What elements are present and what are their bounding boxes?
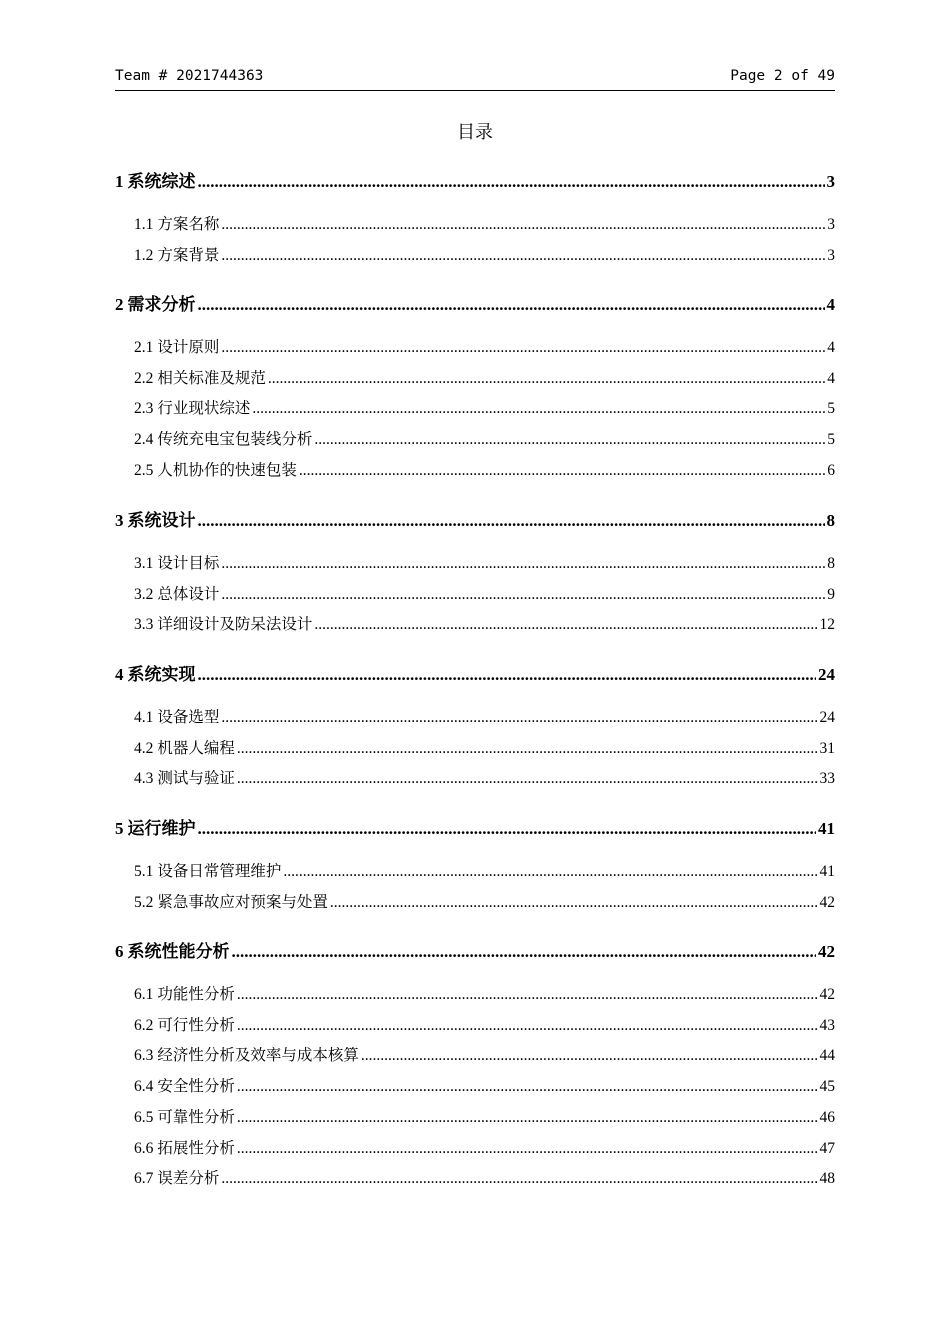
section-number: 4.1 bbox=[134, 709, 154, 726]
dot-leader bbox=[237, 986, 818, 1004]
chapter-page: 4 bbox=[826, 295, 835, 314]
dot-leader bbox=[237, 740, 818, 758]
section-title: 拓展性分析 bbox=[157, 1138, 235, 1157]
dot-leader bbox=[232, 942, 817, 962]
toc-section-2-2[interactable] bbox=[134, 366, 835, 392]
section-number: 6.6 bbox=[134, 1139, 154, 1157]
chapter-number: 6 bbox=[115, 942, 124, 961]
section-page: 48 bbox=[819, 1170, 835, 1188]
section-number: 6.7 bbox=[134, 1170, 154, 1188]
section-title: 机器人编程 bbox=[157, 738, 235, 757]
toc-section-4-2[interactable] bbox=[134, 736, 835, 762]
dot-leader bbox=[221, 586, 825, 604]
section-number: 2.5 bbox=[134, 461, 154, 479]
toc-section-6-6[interactable] bbox=[134, 1136, 835, 1162]
toc-section-6-5[interactable] bbox=[134, 1105, 835, 1131]
dot-leader bbox=[221, 339, 825, 357]
toc-section-2-3[interactable] bbox=[134, 396, 835, 422]
section-number: 2.2 bbox=[134, 369, 154, 387]
section-page: 43 bbox=[819, 1016, 835, 1034]
toc-section-6-2[interactable] bbox=[134, 1013, 835, 1039]
section-number: 5.1 bbox=[134, 863, 154, 880]
toc-section-6-7[interactable] bbox=[134, 1166, 835, 1192]
toc-section-3-3[interactable] bbox=[134, 612, 835, 638]
dot-leader bbox=[198, 295, 825, 315]
toc-section-6-1[interactable] bbox=[134, 982, 835, 1008]
section-title: 可靠性分析 bbox=[157, 1107, 235, 1126]
section-page: 3 bbox=[827, 246, 835, 264]
section-number: 2.1 bbox=[134, 339, 154, 356]
section-page: 3 bbox=[827, 216, 835, 233]
section-title: 误差分析 bbox=[157, 1169, 220, 1188]
toc-chapter-2[interactable] bbox=[115, 290, 835, 320]
section-number: 3.2 bbox=[134, 585, 154, 603]
dot-leader bbox=[221, 1170, 817, 1188]
dot-leader bbox=[268, 370, 825, 388]
toc-section-4-1[interactable] bbox=[134, 705, 835, 731]
toc-section-5-1[interactable] bbox=[134, 859, 835, 885]
dot-leader bbox=[237, 1109, 818, 1127]
dot-leader bbox=[221, 216, 825, 234]
section-number: 6.2 bbox=[134, 1016, 154, 1034]
team-number: Team # 2021744363 bbox=[115, 68, 264, 84]
section-title: 行业现状综述 bbox=[157, 399, 251, 418]
section-page: 41 bbox=[819, 863, 835, 880]
toc-chapter-4[interactable] bbox=[115, 660, 835, 690]
toc-chapter-5[interactable] bbox=[115, 814, 835, 844]
section-page: 24 bbox=[819, 709, 835, 726]
dot-leader bbox=[198, 172, 825, 192]
dot-leader bbox=[314, 431, 825, 449]
dot-leader bbox=[237, 770, 818, 788]
toc-section-1-1[interactable] bbox=[134, 212, 835, 238]
chapter-title: 系统实现 bbox=[127, 665, 196, 685]
chapter-title: 系统设计 bbox=[127, 511, 196, 531]
chapter-page: 24 bbox=[818, 665, 835, 684]
section-number: 6.1 bbox=[134, 986, 154, 1003]
chapter-title: 系统综述 bbox=[127, 172, 196, 192]
toc-chapter-1[interactable] bbox=[115, 167, 835, 197]
dot-leader bbox=[237, 1017, 818, 1035]
toc-section-2-5[interactable] bbox=[134, 458, 835, 484]
section-page: 33 bbox=[819, 770, 835, 788]
section-number: 3.3 bbox=[134, 616, 154, 634]
section-number: 4.2 bbox=[134, 739, 154, 757]
section-title: 设备选型 bbox=[157, 708, 220, 726]
section-page: 8 bbox=[827, 555, 835, 572]
chapter-number: 3 bbox=[115, 511, 124, 530]
toc-chapter-6[interactable] bbox=[115, 937, 835, 967]
dot-leader bbox=[237, 1078, 818, 1096]
section-page: 44 bbox=[819, 1047, 835, 1065]
section-number: 1.2 bbox=[134, 246, 154, 264]
section-title: 相关标准及规范 bbox=[157, 368, 266, 387]
chapter-title: 需求分析 bbox=[127, 295, 196, 315]
section-page: 4 bbox=[827, 339, 835, 356]
toc-section-1-2[interactable] bbox=[134, 243, 835, 269]
section-number: 1.1 bbox=[134, 216, 154, 233]
dot-leader bbox=[299, 462, 825, 480]
page-header bbox=[115, 68, 835, 91]
section-page: 45 bbox=[819, 1078, 835, 1096]
section-page: 31 bbox=[819, 739, 835, 757]
chapter-number: 4 bbox=[115, 665, 124, 684]
section-title: 设计目标 bbox=[157, 554, 220, 572]
section-page: 4 bbox=[827, 369, 835, 387]
section-title: 紧急事故应对预案与处置 bbox=[157, 892, 328, 911]
section-page: 9 bbox=[827, 585, 835, 603]
section-number: 2.3 bbox=[134, 400, 154, 418]
section-title: 可行性分析 bbox=[157, 1015, 235, 1034]
section-number: 3.1 bbox=[134, 555, 154, 572]
dot-leader bbox=[361, 1047, 818, 1065]
dot-leader bbox=[198, 819, 817, 839]
section-page: 42 bbox=[819, 986, 835, 1003]
section-page: 5 bbox=[827, 400, 835, 418]
toc-section-2-4[interactable] bbox=[134, 427, 835, 453]
section-number: 2.4 bbox=[134, 431, 154, 449]
toc-section-5-2[interactable] bbox=[134, 890, 835, 916]
section-number: 6.5 bbox=[134, 1108, 154, 1126]
dot-leader bbox=[221, 555, 825, 573]
section-title: 设计原则 bbox=[157, 338, 220, 356]
dot-leader bbox=[221, 247, 825, 265]
toc-section-3-1[interactable] bbox=[134, 551, 835, 577]
section-title: 功能性分析 bbox=[157, 985, 235, 1003]
section-number: 5.2 bbox=[134, 893, 154, 911]
chapter-page: 8 bbox=[826, 511, 835, 530]
chapter-page: 3 bbox=[826, 172, 835, 191]
toc-section-3-2[interactable] bbox=[134, 582, 835, 608]
section-title: 传统充电宝包装线分析 bbox=[157, 430, 313, 449]
section-number: 6.4 bbox=[134, 1078, 154, 1096]
dot-leader bbox=[198, 665, 817, 685]
section-number: 6.3 bbox=[134, 1047, 154, 1065]
toc-section-4-3[interactable] bbox=[134, 766, 835, 792]
chapter-page: 42 bbox=[818, 942, 835, 961]
dot-leader bbox=[283, 863, 817, 881]
toc-chapter-3[interactable] bbox=[115, 506, 835, 536]
section-title: 方案背景 bbox=[157, 245, 220, 264]
section-page: 46 bbox=[819, 1108, 835, 1126]
toc-section-6-3[interactable] bbox=[134, 1043, 835, 1069]
section-title: 测试与验证 bbox=[157, 769, 235, 788]
section-page: 5 bbox=[827, 431, 835, 449]
page-number: Page 2 of 49 bbox=[730, 68, 835, 84]
section-page: 47 bbox=[819, 1139, 835, 1157]
section-page: 6 bbox=[827, 461, 835, 479]
dot-leader bbox=[314, 616, 817, 634]
section-title: 方案名称 bbox=[157, 215, 220, 233]
chapter-title: 系统性能分析 bbox=[127, 942, 230, 962]
toc-section-6-4[interactable] bbox=[134, 1074, 835, 1100]
chapter-number: 2 bbox=[115, 295, 124, 314]
toc-section-2-1[interactable] bbox=[134, 335, 835, 361]
section-title: 详细设计及防呆法设计 bbox=[157, 615, 313, 634]
section-title: 人机协作的快速包装 bbox=[157, 460, 297, 479]
section-title: 经济性分析及效率与成本核算 bbox=[157, 1046, 359, 1065]
toc-title: 目录 bbox=[457, 122, 493, 143]
section-title: 总体设计 bbox=[157, 584, 220, 603]
section-number: 4.3 bbox=[134, 770, 154, 788]
dot-leader bbox=[237, 1140, 818, 1158]
section-title: 安全性分析 bbox=[157, 1077, 235, 1096]
chapter-page: 41 bbox=[818, 819, 835, 838]
chapter-number: 5 bbox=[115, 819, 124, 838]
dot-leader bbox=[330, 894, 818, 912]
section-page: 12 bbox=[819, 616, 835, 634]
chapter-title: 运行维护 bbox=[127, 819, 196, 839]
section-page: 42 bbox=[819, 893, 835, 911]
dot-leader bbox=[221, 709, 817, 727]
section-title: 设备日常管理维护 bbox=[157, 862, 282, 880]
dot-leader bbox=[252, 400, 825, 418]
chapter-number: 1 bbox=[115, 172, 124, 191]
dot-leader bbox=[198, 511, 825, 531]
